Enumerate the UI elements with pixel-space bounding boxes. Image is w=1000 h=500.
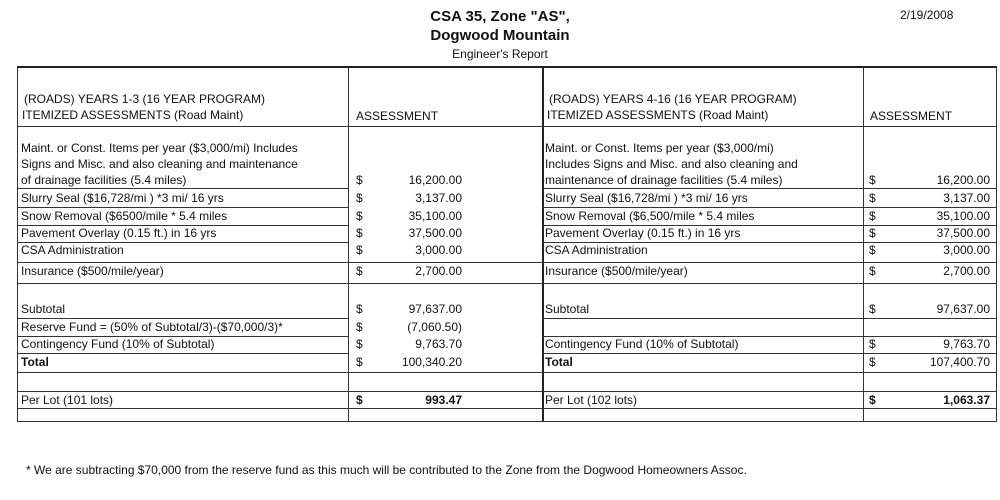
currency-symbol: $: [869, 226, 876, 240]
currency-symbol: $: [869, 243, 876, 257]
footnote: * We are subtracting $70,000 from the reserve fund as this much will be contributed to the Zone from the Dogwood Homeowners Assoc.: [26, 463, 747, 477]
left-subtotal-label: Subtotal: [21, 302, 66, 316]
left-item-label: Pavement Overlay (0.15 ft.) in 16 yrs: [21, 226, 217, 240]
currency-symbol: $: [356, 191, 363, 205]
left-total-label: Total: [21, 355, 49, 369]
row-divider: [542, 353, 996, 354]
right-item-label: Snow Removal ($6,500/mile * 5.4 miles: [545, 209, 755, 223]
left-item-label: Insurance ($500/mile/year): [21, 264, 164, 278]
left-item-label: CSA Administration: [21, 243, 124, 257]
currency-symbol: $: [356, 264, 363, 278]
left-maint-line-3: of drainage facilities (5.4 miles): [21, 173, 187, 187]
currency-symbol: $: [869, 393, 876, 407]
row-divider: [18, 262, 996, 263]
right-item-amount: 37,500.00: [936, 226, 990, 240]
right-item-label: Pavement Overlay (0.15 ft.) in 16 yrs: [545, 226, 741, 240]
row-divider: [18, 408, 996, 409]
currency-symbol: $: [356, 226, 363, 240]
left-item-amount: 35,100.00: [408, 209, 462, 223]
left-item-amount: 3,000.00: [415, 243, 462, 257]
report-type: Engineer's Report: [452, 47, 548, 61]
document-subtitle: Dogwood Mountain: [430, 27, 570, 44]
row-divider: [18, 372, 996, 373]
currency-symbol: $: [869, 355, 876, 369]
right-item-label: Slurry Seal ($16,728/mi ) *3 mi/ 16 yrs: [545, 191, 748, 205]
row-divider: [18, 318, 348, 319]
right-subtotal-label: Subtotal: [545, 302, 590, 316]
right-perlot-label: Per Lot (102 lots): [545, 393, 638, 407]
left-header-line-1: (ROADS) YEARS 1-3 (16 YEAR PROGRAM): [24, 92, 265, 106]
left-contingency-amount: 9,763.70: [415, 337, 462, 351]
currency-symbol: $: [356, 173, 363, 187]
currency-symbol: $: [356, 337, 363, 351]
left-total-amount: 100,340.20: [401, 355, 462, 369]
right-item-amount: 35,100.00: [936, 209, 990, 223]
left-item-label: Snow Removal ($6500/mile * 5.4 miles: [21, 209, 228, 223]
left-assessment-header: ASSESSMENT: [356, 109, 439, 123]
row-divider: [542, 207, 996, 208]
left-header-line-2: ITEMIZED ASSESSMENTS (Road Maint): [22, 108, 244, 122]
currency-symbol: $: [356, 302, 363, 316]
row-divider: [18, 283, 996, 284]
right-item-amount: 2,700.00: [943, 264, 990, 278]
right-assessment-header: ASSESSMENT: [870, 109, 953, 123]
section-divider: [542, 68, 544, 421]
right-contingency-amount: 9,763.70: [943, 337, 990, 351]
right-item-amount: 3,137.00: [943, 191, 990, 205]
currency-symbol: $: [869, 191, 876, 205]
document-title: CSA 35, Zone "AS",: [430, 8, 570, 25]
row-divider: [542, 318, 996, 319]
left-item-amount: 2,700.00: [415, 264, 462, 278]
right-perlot-amount: 1,063.37: [943, 393, 990, 407]
right-header-line-1: (ROADS) YEARS 4-16 (16 YEAR PROGRAM): [549, 92, 797, 106]
right-total-label: Total: [545, 355, 573, 369]
report-date: 2/19/2008: [900, 8, 954, 22]
currency-symbol: $: [869, 264, 876, 278]
currency-symbol: $: [869, 337, 876, 351]
left-perlot-label: Per Lot (101 lots): [21, 393, 114, 407]
right-maint-line-2: Includes Signs and Misc. and also cleaning and: [545, 157, 798, 171]
currency-symbol: $: [356, 243, 363, 257]
col-divider: [863, 68, 864, 421]
currency-symbol: $: [869, 209, 876, 223]
right-maint-amount: 16,200.00: [936, 173, 990, 187]
row-divider: [542, 188, 996, 189]
left-item-amount: 37,500.00: [408, 226, 462, 240]
left-maint-line-2: Signs and Misc. and also cleaning and maintenance: [21, 157, 298, 171]
right-contingency-label: Contingency Fund (10% of Subtotal): [545, 337, 739, 351]
right-item-label: Insurance ($500/mile/year): [545, 264, 688, 278]
left-contingency-label: Contingency Fund (10% of Subtotal): [21, 337, 215, 351]
row-divider: [18, 126, 996, 127]
row-divider: [18, 188, 348, 189]
currency-symbol: $: [356, 355, 363, 369]
right-maint-line-3: maintenance of drainage facilities (5.4 miles): [545, 173, 783, 187]
left-reserve-amount: (7,060.50): [407, 320, 462, 334]
currency-symbol: $: [356, 320, 363, 334]
right-maint-line-1: Maint. or Const. Items per year ($3,000/mi): [545, 141, 774, 155]
row-divider: [18, 207, 348, 208]
currency-symbol: $: [356, 393, 363, 407]
left-reserve-label: Reserve Fund = (50% of Subtotal/3)-($70,000/3)*: [21, 320, 283, 334]
currency-symbol: $: [869, 173, 876, 187]
right-item-amount: 3,000.00: [943, 243, 990, 257]
right-total-amount: 107,400.70: [929, 355, 990, 369]
left-subtotal-amount: 97,637.00: [408, 302, 462, 316]
left-item-label: Slurry Seal ($16,728/mi ) *3 mi/ 16 yrs: [21, 191, 224, 205]
right-header-line-2: ITEMIZED ASSESSMENTS (Road Maint): [547, 108, 769, 122]
left-maint-amount: 16,200.00: [408, 173, 462, 187]
currency-symbol: $: [356, 209, 363, 223]
right-subtotal-amount: 97,637.00: [936, 302, 990, 316]
currency-symbol: $: [869, 302, 876, 316]
left-maint-line-1: Maint. or Const. Items per year ($3,000/mi) Includes: [21, 141, 298, 155]
left-item-amount: 3,137.00: [415, 191, 462, 205]
assessment-table: [17, 66, 997, 422]
col-divider: [348, 68, 349, 421]
left-perlot-amount: 993.47: [425, 393, 462, 407]
row-divider: [18, 353, 348, 354]
right-item-label: CSA Administration: [545, 243, 648, 257]
row-divider: [18, 391, 996, 392]
